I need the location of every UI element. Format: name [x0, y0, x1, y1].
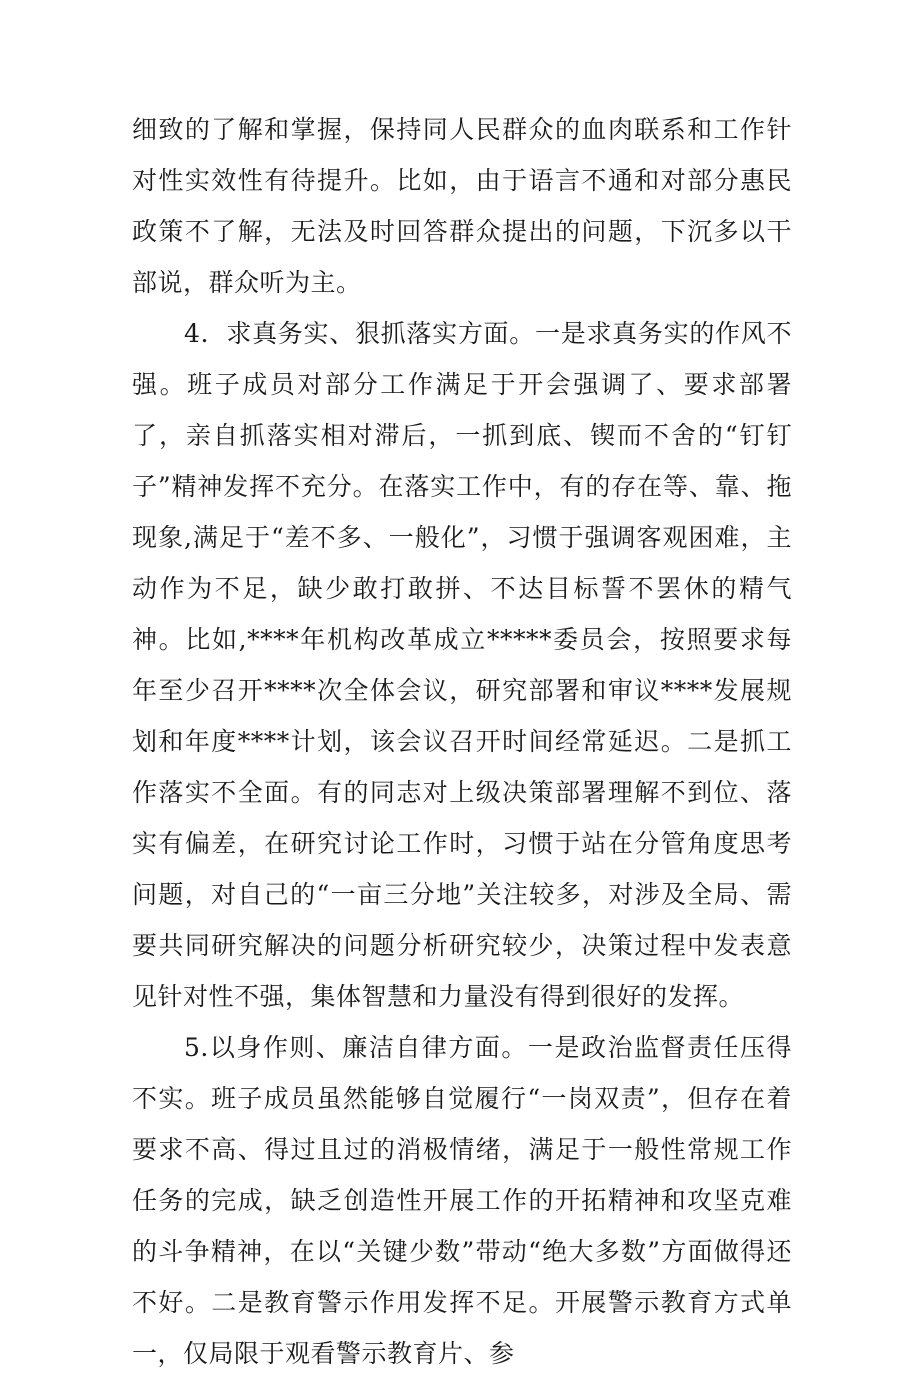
paragraph-section-4: 4．求真务实、狠抓落实方面。一是求真务实的作风不强。班子成员对部分工作满足于开会强调了、要求部署了，亲自抓落实相对滞后，一抓到底、锲而不舍的“钉钉子”精神发挥不充分。在落实工作中，有的存在等、靠、拖现象,满足于“差不多、一般化”，习惯于强调客观困难，主动作为不足，缺少敢打敢拼、不达目标誓不罢休的精气神。比如,****年机构改革成立*****委员会，按照要求每年至少召开****次全体会议，研究部署和审议****发展规划和年度****计划，该会议召开时间经常延迟。二是抓工作落实不全面。有的同志对上级决策部署理解不到位、落实有偏差，在研究讨论工作时，习惯于站在分管角度思考问题，对自己的“一亩三分地”关注较多，对涉及全局、需要共同研究解决的问题分析研究较少，决策过程中发表意见针对性不强，集体智慧和力量没有得到很好的发挥。 [132, 319, 792, 1011]
document-body [132, 104, 792, 1379]
paragraph-section-5: 5.以身作则、廉洁自律方面。一是政治监督责任压得不实。班子成员虽然能够自觉履行“一岗双责”，但存在着要求不高、得过且过的消极情绪，满足于一般性常规工作任务的完成，缺乏创造性开展工作的开拓精神和攻坚克难的斗争精神，在以“关键少数”带动“绝大多数”方面做得还不好。二是教育警示作用发挥不足。开展警示教育方式单一，仅局限于观看警示教育片、参 [132, 1033, 792, 1368]
paragraph-continued: 细致的了解和掌握，保持同人民群众的血肉联系和工作针对性实效性有待提升。比如，由于语言不通和对部分惠民政策不了解，无法及时回答群众提出的问题，下沉多以干部说，群众听为主。 [132, 115, 792, 297]
